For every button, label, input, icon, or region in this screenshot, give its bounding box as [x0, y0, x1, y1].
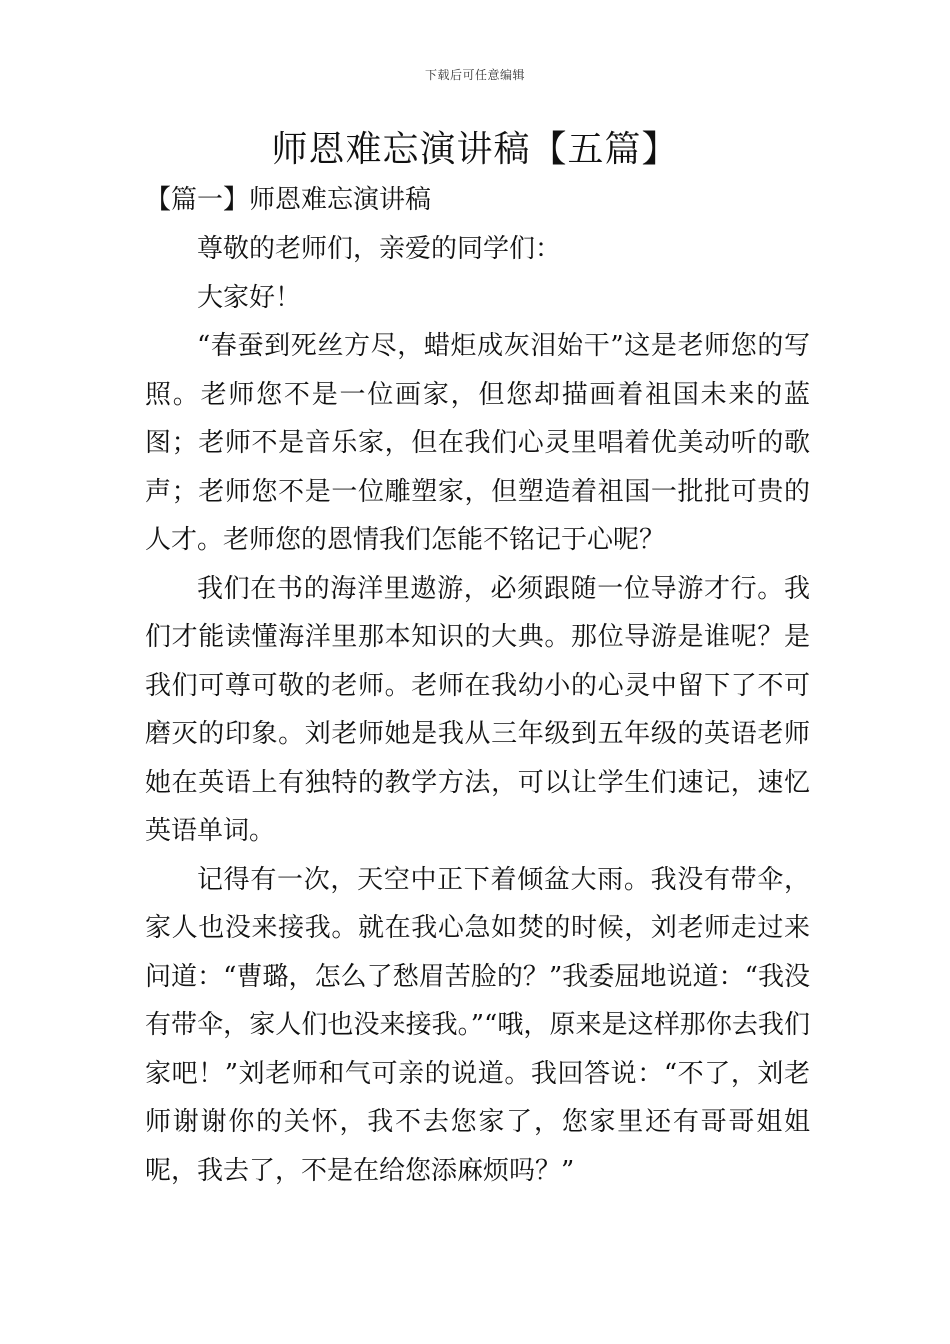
document-body	[145, 176, 810, 1195]
paragraph-2: 我们在书的海洋里遨游，必须跟随一位导游才行。我们才能读懂海洋里那本知识的大典。那位导游是谁呢？是我们可尊可敬的老师。老师在我幼小的心灵中留下了不可磨灭的印象。刘老师她是我从三年级到五年级的英语老师她在英语上有独特的教学方法，可以让学生们速记，速忆英语单词。	[145, 573, 810, 846]
document-title: 师恩难忘演讲稿【五篇】	[271, 129, 679, 170]
header-note: 下载后可任意编辑	[424, 68, 525, 82]
section-heading: 【篇一】师恩难忘演讲稿	[145, 185, 432, 215]
paragraph-3: 记得有一次，天空中正下着倾盆大雨。我没有带伞，家人也没来接我。就在我心急如焚的时候，刘老师走过来问道：“曹璐，怎么了愁眉苦脸的？”我委屈地说道：“我没有带伞，家人们也没来接我。”“哦，原来是这样那你去我们家吧！”刘老师和气可亲的说道。我回答说：“不了，刘老师谢谢你的关怀，我不去您家了，您家里还有哥哥姐姐呢，我去了，不是在给您添麻烦吗？”	[145, 864, 810, 1186]
paragraph-greeting: 大家好！	[197, 282, 302, 313]
paragraph-salutation: 尊敬的老师们，亲爱的同学们：	[197, 234, 562, 264]
paragraph-1: “春蚕到死丝方尽，蜡炬成灰泪始干”这是老师您的写照。老师您不是一位画家，但您却描画着祖国未来的蓝图；老师不是音乐家，但在我们心灵里唱着优美动听的歌声；老师您不是一位雕塑家，但塑造着祖国一批批可贵的人才。老师您的恩情我们怎能不铭记于心呢？	[145, 331, 810, 555]
